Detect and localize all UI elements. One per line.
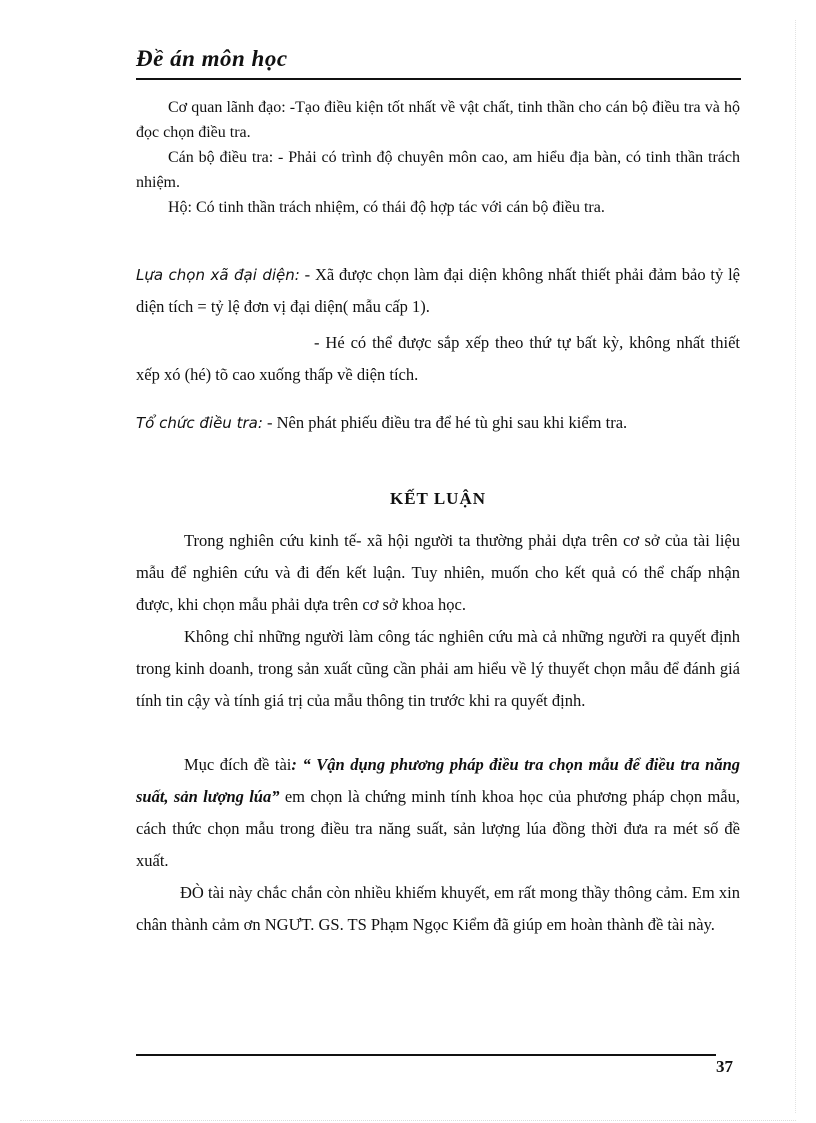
- page-bottom-edge: [20, 1120, 796, 1122]
- paragraph-leadership: [136, 95, 740, 145]
- page-right-edge: [795, 20, 797, 1113]
- conclusion-p3-topic: : “ Vận dụng phương pháp điều tra chọn mẫu để điều tra năng suất, sản lượng lúa”: [136, 755, 741, 806]
- conclusion-p3-suffix: em chọn là chứng minh tính khoa học của phương pháp chọn mẫu, cách thức chọn mẫu trong điều tra năng suất, sản lượng lúa đồng thời đưa ra mét số đề xuất.: [136, 787, 740, 870]
- conclusion-p4-text: ĐÒ tài này chắc chắn còn nhiều khiếm khuyết, em rất mong thầy thông cảm. Em xin chân thành cảm ơn NGƯT. GS. TS Phạm Ngọc Kiểm đã giúp em hoàn thành đề tài này.: [136, 883, 740, 934]
- paragraph-households: [136, 195, 740, 220]
- header-rule: [136, 78, 741, 80]
- commune-selection-label: Lựa chọn xã đại diện:: [136, 266, 300, 284]
- organization-label: Tổ chức điều tra:: [136, 414, 263, 432]
- paragraph-commune-selection: [136, 259, 740, 323]
- conclusion-paragraph-3: [136, 749, 740, 877]
- organization-text: - Nên phát phiếu điều tra để hé tù ghi sau khi kiểm tra.: [262, 413, 628, 432]
- conclusion-p1-text: Trong nghiên cứu kinh tế- xã hội người ta thường phải dựa trên cơ sở của tài liệu mẫu để nghiên cứu và đi đến kết luận. Tuy nhiên, muốn cho kết quả có thể chấp nhận được, khi chọn mẫu phải dựa trên cơ sở khoa học.: [136, 531, 740, 614]
- paragraph-organization: [136, 407, 740, 439]
- conclusion-paragraph-1: [136, 525, 740, 621]
- household-order-text: - Hé có thể được sắp xếp theo thứ tự bất kỳ, không nhất thiết xếp xó (hé) tõ cao xuống thấp về diện tích.: [136, 333, 740, 384]
- households-text: Hộ: Có tinh thần trách nhiệm, có thái độ hợp tác với cán bộ điều tra.: [168, 199, 605, 216]
- leadership-text: Cơ quan lãnh đạo: -Tạo điều kiện tốt nhất về vật chất, tinh thần cho cán bộ điều tra và hộ đọc chọn điều tra.: [136, 99, 740, 141]
- conclusion-paragraph-2: [136, 621, 740, 717]
- paragraph-investigators: [136, 145, 740, 195]
- conclusion-p3-prefix: Mục đích đề tài: [184, 755, 292, 774]
- document-header-title: Đề án môn học: [136, 46, 288, 71]
- page-number: 37: [716, 1057, 733, 1076]
- conclusion-paragraph-4: [136, 877, 740, 941]
- investigators-text: Cán bộ điều tra: - Phải có trình độ chuyên môn cao, am hiểu địa bàn, có tinh thần trách nhiệm.: [136, 149, 740, 191]
- commune-selection-text: - Xã được chọn làm đại diện không nhất thiết phải đảm bảo tỷ lệ diện tích = tỷ lệ đơn vị đại diện( mẫu cấp 1).: [136, 265, 740, 316]
- paragraph-household-order: [136, 327, 740, 391]
- footer-rule: [136, 1054, 716, 1056]
- conclusion-title: KẾT LUẬN: [389, 489, 486, 508]
- conclusion-p2-text: Không chỉ những người làm công tác nghiên cứu mà cả những người ra quyết định trong kinh doanh, trong sản xuất cũng cần phải am hiểu về lý thuyết chọn mẫu để đánh giá tính tin cậy và tính giá trị của mẫu thông tin trước khi ra quyết định.: [136, 627, 740, 710]
